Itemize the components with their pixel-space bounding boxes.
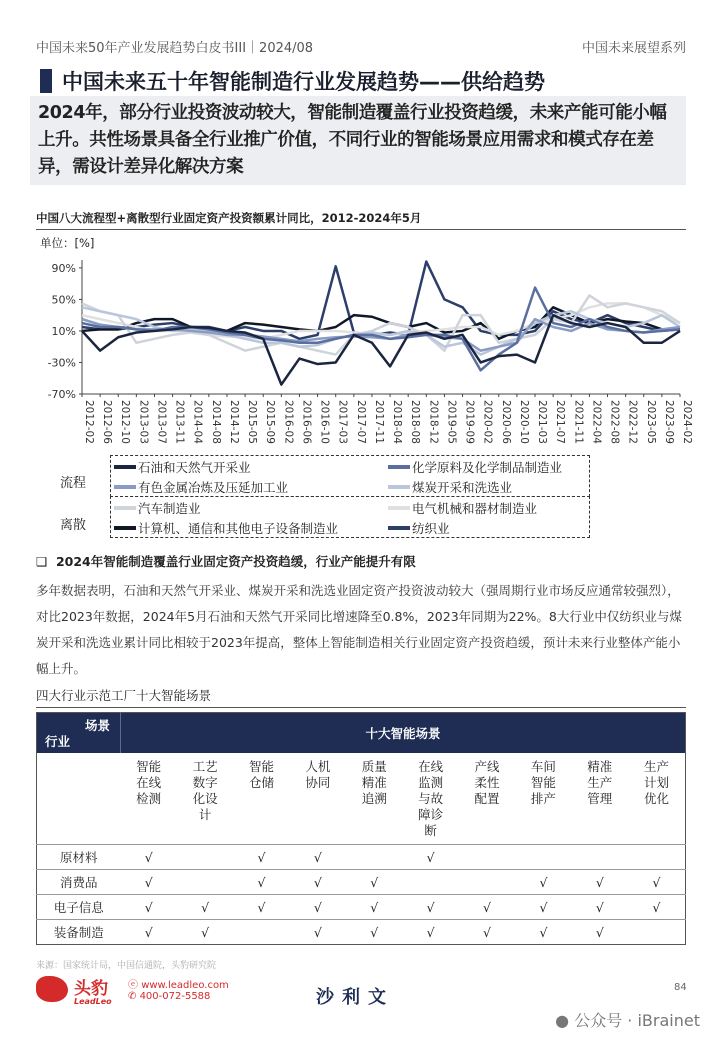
web-icon: ⓔ [128,980,142,991]
x-tick-label: 2014-12 [227,400,240,444]
check-cell [233,920,289,945]
scenario-header [121,753,177,845]
scenario-label: 精准生产管理 [587,758,613,806]
x-tick-label: 2014-04 [191,400,204,444]
legend-item [388,478,512,496]
check-cell: √ [121,920,177,945]
series-line-3 [82,307,680,354]
x-tick-label: 2013-03 [137,400,150,444]
x-tick-label: 2023-09 [662,400,675,444]
brand-name: 头豹 [74,979,108,999]
scenario-label: 工艺数字化设计 [192,758,218,822]
check-cell: √ [515,870,571,895]
check-cell: √ [628,870,685,895]
corner-bottom-label: 行业 [45,733,71,749]
x-tick-label: 2017-03 [336,400,349,444]
check-cell [402,870,458,895]
check-cell: √ [121,870,177,895]
legend-label: 电气机械和器材制造业 [412,501,538,516]
check-cell: √ [459,895,515,920]
table-header-row [37,713,686,753]
scenario-header [515,753,571,845]
scenario-label: 产线柔性配置 [474,758,500,806]
x-tick-label: 2022-12 [626,400,639,444]
series-line-0 [82,315,680,384]
partner-logo: 沙利文 [316,987,394,1008]
y-tick-label: 90% [51,261,76,275]
phone [128,991,210,1002]
legend-swatch [114,465,136,469]
scenario-label: 人机协同 [305,758,331,790]
scenario-label: 车间智能排产 [530,758,556,806]
scenario-label: 在线监测与故障诊断 [418,758,444,838]
check-cell: √ [233,870,289,895]
check-cell: √ [121,895,177,920]
header-left: 中国未来50年产业发展趋势白皮书III｜2024/08 [36,41,314,56]
check-cell: √ [346,920,402,945]
x-tick-label: 2012-06 [101,400,114,444]
scenario-label: 智能仓储 [248,758,274,790]
x-tick-label: 2016-10 [318,400,331,444]
table-row [37,920,686,945]
check-cell: √ [572,920,628,945]
check-cell: √ [233,845,289,870]
industry-cell: 消费品 [37,870,121,895]
checkbox-bullet-icon: ❑ [36,554,48,569]
legend-item [114,499,201,517]
x-tick-label: 2021-03 [536,400,549,444]
check-cell [177,845,233,870]
legend-label: 纺织业 [412,521,450,536]
line-chart [30,254,693,454]
table-row [37,845,686,870]
legend-label: 石油和天然气开采业 [138,460,251,475]
group-header: 十大智能场景 [365,725,441,741]
brand-en: LeadLeo [74,997,112,1006]
website [128,976,229,991]
check-cell [628,845,685,870]
body-paragraph: 多年数据表明，石油和天然气开采业、煤炭开采和洗选业固定资产投资波动较大（强周期行业市场反应通常较强烈），对比2023年数据，2024年5月石油和天然气开采同比增速降至0.8%，2023年同期为22%。8大行业中仅纺织业与煤炭开采和洗选业累计同比相较于2023年提高，整体上智能制造相关行业固定资产投资趋缓，预计未来行业整体产能小幅上升。 [36,583,682,676]
phone-text: 400-072-5588 [139,991,211,1002]
check-cell: √ [290,870,346,895]
x-tick-label: 2016-02 [282,400,295,444]
check-cell: √ [402,845,458,870]
wechat-icon: ● [555,1011,570,1030]
check-cell: √ [459,920,515,945]
industry-cell: 电子信息 [37,895,121,920]
y-tick-label: -30% [47,356,76,370]
scenario-label: 智能在线检测 [136,758,162,806]
check-cell: √ [402,920,458,945]
legend-swatch [388,526,410,530]
scenario-header [572,753,628,845]
check-cell: √ [121,845,177,870]
check-cell: √ [346,895,402,920]
check-cell [628,920,685,945]
legend-swatch [388,485,410,489]
page-number: 84 [674,982,687,993]
legend-item [114,519,338,537]
page-title [40,66,545,96]
legend-item [388,499,537,517]
check-cell [515,845,571,870]
x-tick-label: 2020-02 [481,400,494,444]
x-tick-label: 2017-07 [354,400,367,444]
x-tick-label: 2020-06 [499,400,512,444]
scenario-header [177,753,233,845]
check-cell: √ [515,920,571,945]
x-tick-label: 2018-08 [409,400,422,444]
phone-icon: ✆ [128,991,140,1002]
check-cell: √ [233,895,289,920]
legend-item [114,458,251,476]
check-cell [459,870,515,895]
x-tick-label: 2013-11 [173,400,186,444]
x-tick-label: 2022-08 [608,400,621,444]
header-right: 中国未来展望系列 [581,41,686,56]
legend-label: 化学原料及化学制品制造业 [412,460,563,475]
scenario-label: 质量精准追溯 [361,758,387,806]
x-tick-label: 2014-08 [209,400,222,444]
website-text: www.leadleo.com [141,980,229,991]
y-tick-label: 10% [51,324,76,338]
table-title: 四大行业示范工厂十大智能场景 [36,686,686,708]
page-title-text: 中国未来五十年智能制造行业发展趋势——供给趋势 [62,70,545,94]
section-heading-text: 2024年智能制造覆盖行业固定资产投资趋缓，行业产能提升有限 [55,554,416,569]
legend-label: 计算机、通信和其他电子设备制造业 [138,521,339,536]
series-line-4 [82,295,680,354]
check-cell: √ [515,895,571,920]
x-tick-label: 2023-05 [644,400,657,444]
scenario-header [233,753,289,845]
check-cell: √ [177,920,233,945]
chart-title: 中国八大流程型+离散型行业固定资产投资额累计同比，2012-2024年5月 [36,210,686,230]
legend-item [388,519,450,537]
x-tick-label: 2021-11 [572,400,585,444]
x-tick-label: 2012-10 [119,400,132,444]
legend-label: 汽车制造业 [138,501,201,516]
scenario-header [290,753,346,845]
title-marker [40,69,52,93]
x-tick-label: 2018-04 [391,400,404,444]
check-cell: √ [290,895,346,920]
x-tick-label: 2019-05 [445,400,458,444]
watermark [555,1008,700,1031]
check-cell [572,845,628,870]
chart-unit: 单位：[%] [40,236,95,250]
scenario-label: 生产计划优化 [643,758,669,806]
check-cell: √ [572,895,628,920]
legend-group-label: 离散 [60,518,87,533]
legend-swatch [114,485,136,489]
legend-label: 煤炭开采和洗选业 [412,480,513,495]
watermark-text: 公众号 · iBrainet [574,1011,700,1030]
corner-top-label: 场景 [84,718,110,733]
table-row [37,895,686,920]
check-cell [177,870,233,895]
check-cell: √ [572,870,628,895]
table-row [37,870,686,895]
x-tick-label: 2015-09 [264,400,277,444]
check-cell: √ [628,895,685,920]
x-tick-label: 2017-11 [372,400,385,444]
source-note: 来源：国家统计局，中国信通院，头豹研究院 [36,961,217,971]
legend-label: 有色金属冶炼及压延加工业 [138,480,289,495]
industry-cell: 原材料 [37,845,121,870]
industry-cell: 装备制造 [37,920,121,945]
legend-swatch [114,526,136,530]
x-tick-label: 2024-02 [681,400,693,444]
scenario-table [36,712,686,945]
legend-swatch [388,465,410,469]
scenario-header [402,753,458,845]
x-tick-label: 2018-12 [427,400,440,444]
x-tick-label: 2015-05 [246,400,259,444]
x-tick-label: 2020-10 [517,400,530,444]
check-cell: √ [290,845,346,870]
check-cell: √ [290,920,346,945]
scenario-header [628,753,685,845]
scenario-row [37,753,686,845]
x-tick-label: 2019-09 [463,400,476,444]
legend-item [114,478,288,496]
legend-item [388,458,562,476]
check-cell [459,845,515,870]
x-tick-label: 2021-07 [554,400,567,444]
leadleo-logo-icon [36,976,68,1002]
y-tick-label: -70% [47,388,76,401]
section-heading [36,552,416,570]
summary-box: 2024年，部分行业投资波动较大，智能制造覆盖行业投资趋缓，未来产能可能小幅上升。共性场景具备全行业推广价值，不同行业的智能场景应用需求和模式存在差异，需设计差异化解决方案 [30,96,686,185]
y-tick-label: 50% [51,293,76,307]
x-tick-label: 2012-02 [83,400,95,444]
legend-group-label: 流程 [60,476,87,491]
x-tick-label: 2013-07 [155,400,168,444]
check-cell [346,845,402,870]
table-corner [37,713,121,753]
check-cell: √ [177,895,233,920]
scenario-header [459,753,515,845]
check-cell: √ [402,895,458,920]
legend-swatch [114,506,136,510]
x-tick-label: 2022-04 [590,400,603,444]
check-cell: √ [346,870,402,895]
scenario-header [346,753,402,845]
legend-swatch [388,506,410,510]
x-tick-label: 2016-06 [300,400,313,444]
